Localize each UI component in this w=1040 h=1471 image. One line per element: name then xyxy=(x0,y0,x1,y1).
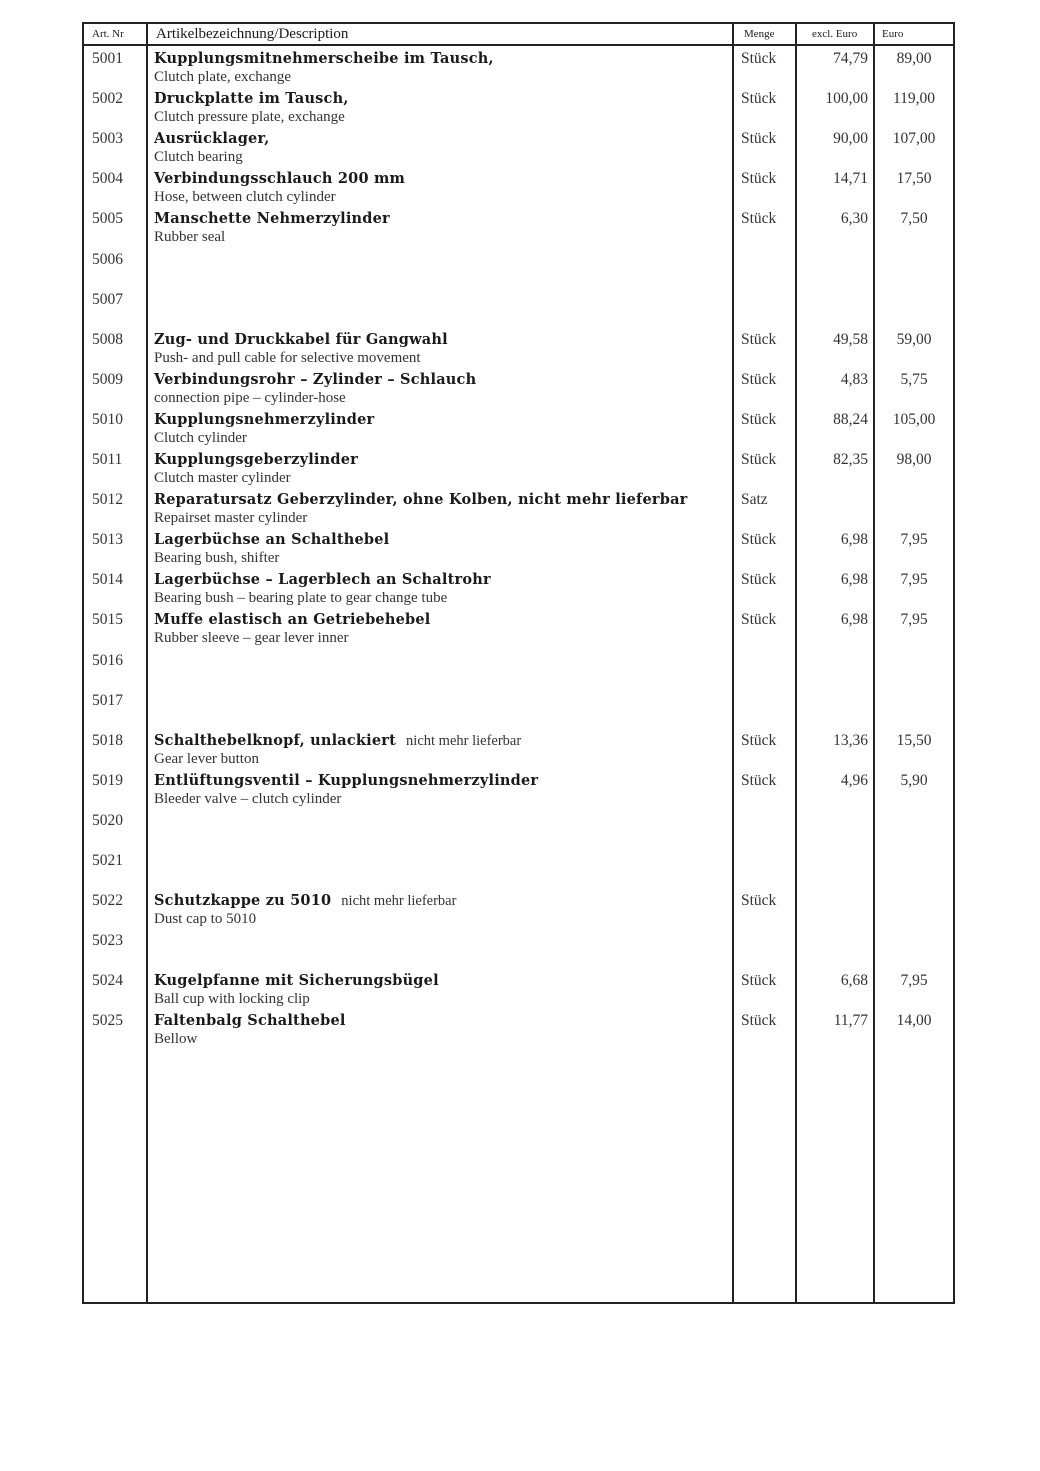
article-number: 5015 xyxy=(92,611,123,629)
price-euro: 89,00 xyxy=(896,50,932,67)
article-description xyxy=(154,491,698,527)
description-english: Bleeder valve – clutch cylinder xyxy=(154,790,342,807)
quantity-unit: Stück xyxy=(741,370,777,388)
price-euro: 105,00 xyxy=(892,410,936,428)
article-description xyxy=(154,90,359,126)
article-number: 5011 xyxy=(92,451,123,468)
article-number: 5009 xyxy=(92,370,123,388)
article-description xyxy=(154,772,548,808)
table-row xyxy=(84,1008,953,1048)
description-german: Schutzkappe zu 5010 xyxy=(154,892,332,910)
quantity-unit: Stück xyxy=(741,972,777,990)
quantity-unit: Satz xyxy=(741,491,768,509)
description-german: Verbindungsrohr – Zylinder – Schlauch xyxy=(154,370,477,388)
description-german: Kupplungsgeberzylinder xyxy=(154,451,358,468)
table-row xyxy=(84,648,953,688)
article-number: 5021 xyxy=(92,852,123,869)
description-german: Verbindungsschlauch 200 mm xyxy=(154,170,406,188)
article-number: 5019 xyxy=(92,771,123,789)
price-excl-tax: 6,98 xyxy=(840,611,868,629)
table-row xyxy=(84,527,953,567)
quantity-unit: Stück xyxy=(741,410,777,428)
article-description xyxy=(154,732,521,768)
article-description xyxy=(154,411,384,447)
table-row xyxy=(84,688,953,728)
price-euro: 7,95 xyxy=(900,531,928,549)
description-german: Reparatursatz Geberzylinder, ohne Kolben, nicht mehr lieferbar xyxy=(154,491,688,509)
description-english: Clutch plate, exchange xyxy=(154,69,292,85)
description-english: Ball cup with locking clip xyxy=(154,991,310,1008)
price-euro: 17,50 xyxy=(896,170,932,188)
price-euro: 59,00 xyxy=(896,330,932,348)
quantity-unit: Stück xyxy=(741,611,777,629)
quantity-unit: Stück xyxy=(741,170,777,188)
description-german: Ausrücklager, xyxy=(154,130,270,148)
price-euro: 98,00 xyxy=(896,451,932,468)
description-german: Muffe elastisch an Getriebehebel xyxy=(154,611,431,629)
price-euro: 119,00 xyxy=(892,90,936,108)
quantity-unit: Stück xyxy=(741,210,777,228)
table-row xyxy=(84,487,953,527)
table-row xyxy=(84,407,953,447)
article-number: 5004 xyxy=(92,170,123,188)
description-german: Manschette Nehmerzylinder xyxy=(154,210,390,228)
description-english: Bearing bush – bearing plate to gear change tube xyxy=(154,590,448,607)
description-english: Hose, between clutch cylinder xyxy=(154,189,336,206)
article-description xyxy=(154,652,164,671)
description-german: Lagerbüchse – Lagerblech an Schaltrohr xyxy=(154,571,491,589)
article-description xyxy=(154,1012,356,1048)
quantity-unit: Stück xyxy=(741,130,777,148)
price-list-table xyxy=(82,22,955,1304)
table-row xyxy=(84,447,953,487)
table-row xyxy=(84,607,953,647)
price-euro: 107,00 xyxy=(892,130,936,148)
article-number: 5024 xyxy=(92,972,123,990)
header-art-nr: Art. Nr xyxy=(92,28,124,40)
table-row xyxy=(84,206,953,246)
price-excl-tax: 6,98 xyxy=(840,531,868,549)
table-row xyxy=(84,848,953,888)
article-number: 5002 xyxy=(92,90,123,108)
table-row xyxy=(84,287,953,327)
article-description xyxy=(154,331,458,367)
description-english: Clutch master cylinder xyxy=(154,470,291,486)
description-english: Dust cap to 5010 xyxy=(154,911,257,928)
price-excl-tax: 88,24 xyxy=(833,410,868,428)
table-row xyxy=(84,327,953,367)
price-excl-tax: 90,00 xyxy=(833,130,868,148)
table-row xyxy=(84,728,953,768)
article-description xyxy=(154,852,164,871)
article-number: 5022 xyxy=(92,892,123,910)
price-euro: 7,50 xyxy=(900,210,928,228)
description-german: Entlüftungsventil – Kupplungsnehmerzylinder xyxy=(154,771,539,789)
price-euro: 7,95 xyxy=(900,972,928,990)
article-description xyxy=(154,972,449,1008)
article-number: 5001 xyxy=(92,50,123,67)
table-row xyxy=(84,968,953,1008)
table-row xyxy=(84,808,953,848)
description-german: Kugelpfanne mit Sicherungsbügel xyxy=(154,972,439,990)
availability-note: nicht mehr lieferbar xyxy=(406,732,522,749)
quantity-unit: Stück xyxy=(741,1012,777,1030)
article-number: 5013 xyxy=(92,531,123,549)
quantity-unit: Stück xyxy=(741,571,777,589)
quantity-unit: Stück xyxy=(741,330,777,348)
description-english: Clutch bearing xyxy=(154,149,243,166)
description-german: Druckplatte im Tausch, xyxy=(154,90,349,108)
article-description xyxy=(154,291,164,310)
header-quantity: Menge xyxy=(744,28,775,40)
price-excl-tax: 11,77 xyxy=(833,1012,868,1030)
quantity-unit: Stück xyxy=(741,731,777,749)
price-excl-tax: 14,71 xyxy=(833,170,868,188)
quantity-unit: Stück xyxy=(741,90,777,108)
description-english: Repairset master cylinder xyxy=(154,510,308,527)
article-number: 5016 xyxy=(92,651,123,669)
table-row xyxy=(84,888,953,928)
article-description xyxy=(154,251,164,270)
description-english: Gear lever button xyxy=(154,750,259,767)
article-number: 5025 xyxy=(92,1012,123,1030)
description-german: Kupplungsmitnehmerscheibe im Tausch, xyxy=(154,50,494,67)
price-excl-tax: 6,30 xyxy=(840,210,868,228)
price-excl-tax: 82,35 xyxy=(833,451,868,468)
article-number: 5018 xyxy=(92,731,123,749)
header-euro: Euro xyxy=(882,28,904,40)
table-row xyxy=(84,367,953,407)
article-number: 5005 xyxy=(92,210,123,228)
article-description xyxy=(154,692,164,711)
table-row xyxy=(84,46,953,86)
article-description xyxy=(154,812,164,831)
description-english: Clutch cylinder xyxy=(154,429,247,446)
price-euro: 14,00 xyxy=(896,1012,932,1030)
article-number: 5010 xyxy=(92,410,123,428)
description-german: Faltenbalg Schalthebel xyxy=(154,1012,346,1030)
price-excl-tax: 13,36 xyxy=(833,731,868,749)
article-description xyxy=(154,932,164,951)
article-number: 5007 xyxy=(92,290,123,308)
article-description xyxy=(154,130,280,166)
quantity-unit: Stück xyxy=(741,531,777,549)
description-german: Kupplungsnehmerzylinder xyxy=(154,410,375,428)
description-german: Schalthebelknopf, unlackiert xyxy=(154,731,397,749)
table-row xyxy=(84,86,953,126)
quantity-unit: Stück xyxy=(741,451,777,468)
description-german: Lagerbüchse an Schalthebel xyxy=(154,531,390,549)
article-number: 5017 xyxy=(92,691,123,709)
table-row xyxy=(84,126,953,166)
table-row xyxy=(84,247,953,287)
price-excl-tax: 4,96 xyxy=(840,771,868,789)
table-row xyxy=(84,768,953,808)
price-excl-tax: 6,98 xyxy=(840,571,868,589)
article-number: 5012 xyxy=(92,491,123,509)
article-number: 5020 xyxy=(92,811,123,829)
price-excl-tax: 74,79 xyxy=(833,50,868,67)
price-euro: 7,95 xyxy=(900,611,928,629)
quantity-unit: Stück xyxy=(741,50,777,67)
price-euro: 5,75 xyxy=(900,370,928,388)
availability-note: nicht mehr lieferbar xyxy=(341,893,457,910)
article-number: 5023 xyxy=(92,932,123,950)
article-description xyxy=(154,210,400,246)
table-row xyxy=(84,928,953,968)
article-number: 5006 xyxy=(92,250,123,268)
article-number: 5003 xyxy=(92,130,123,148)
article-description xyxy=(154,170,415,206)
table-row xyxy=(84,166,953,206)
article-description xyxy=(154,611,441,647)
article-number: 5008 xyxy=(92,330,123,348)
price-excl-tax: 6,68 xyxy=(840,972,868,990)
quantity-unit: Stück xyxy=(741,892,777,910)
article-number: 5014 xyxy=(92,571,123,589)
description-english: connection pipe – cylinder-hose xyxy=(154,389,346,406)
table-row xyxy=(84,567,953,607)
description-english: Rubber sleeve – gear lever inner xyxy=(154,630,349,647)
article-description xyxy=(154,571,501,607)
article-description xyxy=(154,371,486,407)
description-english: Rubber seal xyxy=(154,229,226,246)
price-excl-tax: 4,83 xyxy=(840,370,868,388)
article-description xyxy=(154,892,456,928)
price-excl-tax: 100,00 xyxy=(825,90,868,108)
description-english: Push- and pull cable for selective movement xyxy=(154,349,421,366)
header-description: Artikelbezeichnung/Description xyxy=(156,26,349,42)
article-description xyxy=(154,451,368,487)
price-euro: 7,95 xyxy=(900,571,928,589)
article-description xyxy=(154,50,504,86)
description-english: Bearing bush, shifter xyxy=(154,550,280,567)
description-german: Zug- und Druckkabel für Gangwahl xyxy=(154,330,448,348)
quantity-unit: Stück xyxy=(741,771,777,789)
header-excl-euro: excl. Euro xyxy=(812,28,858,40)
article-description xyxy=(154,531,399,567)
description-english: Clutch pressure plate, exchange xyxy=(154,109,345,126)
price-euro: 15,50 xyxy=(896,731,932,749)
price-euro: 5,90 xyxy=(900,771,928,789)
description-english: Bellow xyxy=(154,1031,198,1048)
price-excl-tax: 49,58 xyxy=(833,330,868,348)
